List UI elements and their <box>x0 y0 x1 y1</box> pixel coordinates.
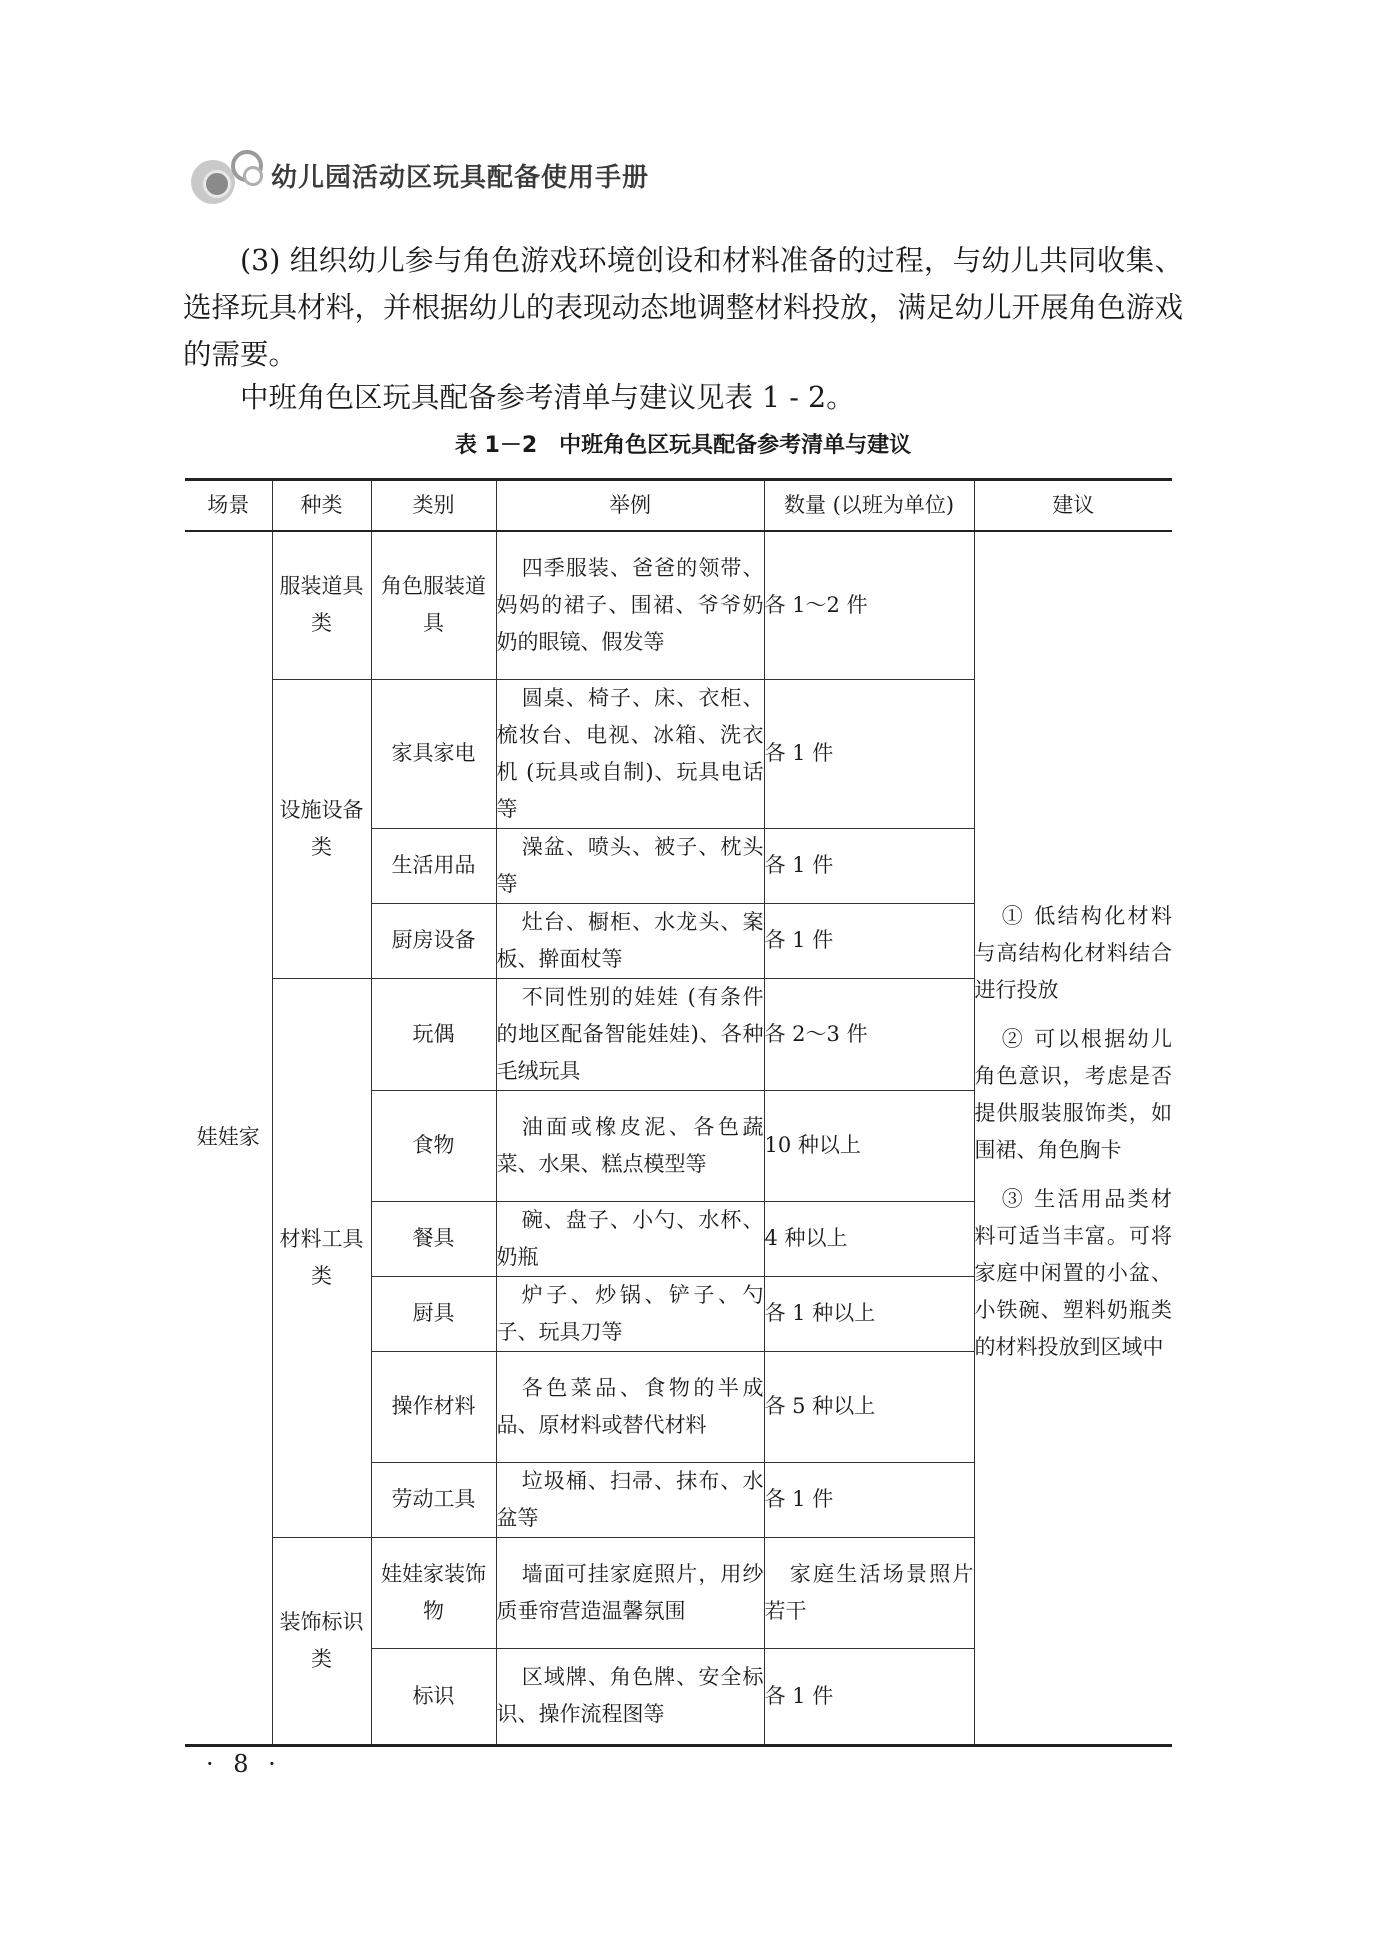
quantity-cell: 10 种以上 <box>764 1090 974 1201</box>
running-header <box>183 140 649 210</box>
quantity-cell: 家庭生活场景照片若干 <box>764 1537 974 1648</box>
category-cell: 设施设备类 <box>272 679 371 978</box>
suggestion-item: ② 可以根据幼儿角色意识，考虑是否提供服装服饰类，如围裙、角色胸卡 <box>974 1026 1172 1162</box>
equipment-table <box>185 478 1172 1747</box>
suggestion-item: ③ 生活用品类材料可适当丰富。可将家庭中闲置的小盆、小铁碗、塑料奶瓶类的材料投放到区域中 <box>974 1186 1172 1359</box>
example-cell: 垃圾桶、扫帚、抹布、水盆等 <box>496 1462 764 1537</box>
quantity-cell: 4 种以上 <box>764 1201 974 1276</box>
table-header-row <box>185 480 1172 532</box>
category-cell: 服装道具类 <box>272 531 371 679</box>
type-cell: 操作材料 <box>371 1351 496 1462</box>
type-cell: 劳动工具 <box>371 1462 496 1537</box>
example-cell: 墙面可挂家庭照片，用纱质垂帘营造温馨氛围 <box>496 1537 764 1648</box>
example-cell: 炉子、炒锅、铲子、勺子、玩具刀等 <box>496 1276 764 1351</box>
example-cell: 圆桌、椅子、床、衣柜、梳妆台、电视、冰箱、洗衣机 (玩具或自制)、玩具电话等 <box>496 679 764 828</box>
quantity-cell: 各 1 件 <box>764 1648 974 1745</box>
book-title: 幼儿园活动区玩具配备使用手册 <box>271 162 650 193</box>
type-cell: 餐具 <box>371 1201 496 1276</box>
suggestion-item: ① 低结构化材料与高结构化材料结合进行投放 <box>974 903 1172 1002</box>
quantity-cell: 各 5 种以上 <box>764 1351 974 1462</box>
header-quantity: 数量 (以班为单位) <box>764 480 974 532</box>
quantity-cell: 各 1 件 <box>764 679 974 828</box>
body-paragraph-1: (3) 组织幼儿参与角色游戏环境创设和材料准备的过程，与幼儿共同收集、选择玩具材料，并根据幼儿的表现动态地调整材料投放，满足幼儿开展角色游戏的需要。 <box>183 244 1183 371</box>
type-cell: 厨具 <box>371 1276 496 1351</box>
header-category: 种类 <box>272 480 371 532</box>
body-paragraph-2: 中班角色区玩具配备参考清单与建议见表 1 - 2。 <box>240 381 855 414</box>
example-cell: 灶台、橱柜、水龙头、案板、擀面杖等 <box>496 903 764 978</box>
type-cell: 食物 <box>371 1090 496 1201</box>
example-cell: 油面或橡皮泥、各色蔬菜、水果、糕点模型等 <box>496 1090 764 1201</box>
example-cell: 四季服装、爸爸的领带、妈妈的裙子、围裙、爷爷奶奶的眼镜、假发等 <box>496 531 764 679</box>
suggestion-cell <box>974 531 1172 1745</box>
example-cell: 碗、盘子、小勺、水杯、奶瓶 <box>496 1201 764 1276</box>
type-cell: 生活用品 <box>371 828 496 903</box>
quantity-cell: 各 2～3 件 <box>764 978 974 1090</box>
table-caption: 表 1－2 中班角色区玩具配备参考清单与建议 <box>454 433 912 458</box>
example-cell: 不同性别的娃娃 (有条件的地区配备智能娃娃)、各种毛绒玩具 <box>496 978 764 1090</box>
quantity-cell: 各 1 种以上 <box>764 1276 974 1351</box>
example-cell: 澡盆、喷头、被子、枕头等 <box>496 828 764 903</box>
type-cell: 角色服装道具 <box>371 531 496 679</box>
type-cell: 玩偶 <box>371 978 496 1090</box>
type-cell: 标识 <box>371 1648 496 1745</box>
page-number: · 8 · <box>206 1750 282 1778</box>
type-cell: 家具家电 <box>371 679 496 828</box>
header-scene: 场景 <box>185 480 272 532</box>
category-cell: 材料工具类 <box>272 978 371 1537</box>
table-row <box>185 531 1172 679</box>
example-cell: 各色菜品、食物的半成品、原材料或替代材料 <box>496 1351 764 1462</box>
header-suggestion: 建议 <box>974 480 1172 532</box>
category-cell: 装饰标识类 <box>272 1537 371 1745</box>
scene-cell: 娃娃家 <box>185 531 272 1745</box>
header-type: 类别 <box>371 480 496 532</box>
example-cell: 区域牌、角色牌、安全标识、操作流程图等 <box>496 1648 764 1745</box>
book-logo-icon <box>183 140 267 210</box>
type-cell: 娃娃家装饰物 <box>371 1537 496 1648</box>
quantity-cell: 各 1～2 件 <box>764 531 974 679</box>
quantity-cell: 各 1 件 <box>764 828 974 903</box>
type-cell: 厨房设备 <box>371 903 496 978</box>
quantity-cell: 各 1 件 <box>764 903 974 978</box>
header-example: 举例 <box>496 480 764 532</box>
quantity-cell: 各 1 件 <box>764 1462 974 1537</box>
